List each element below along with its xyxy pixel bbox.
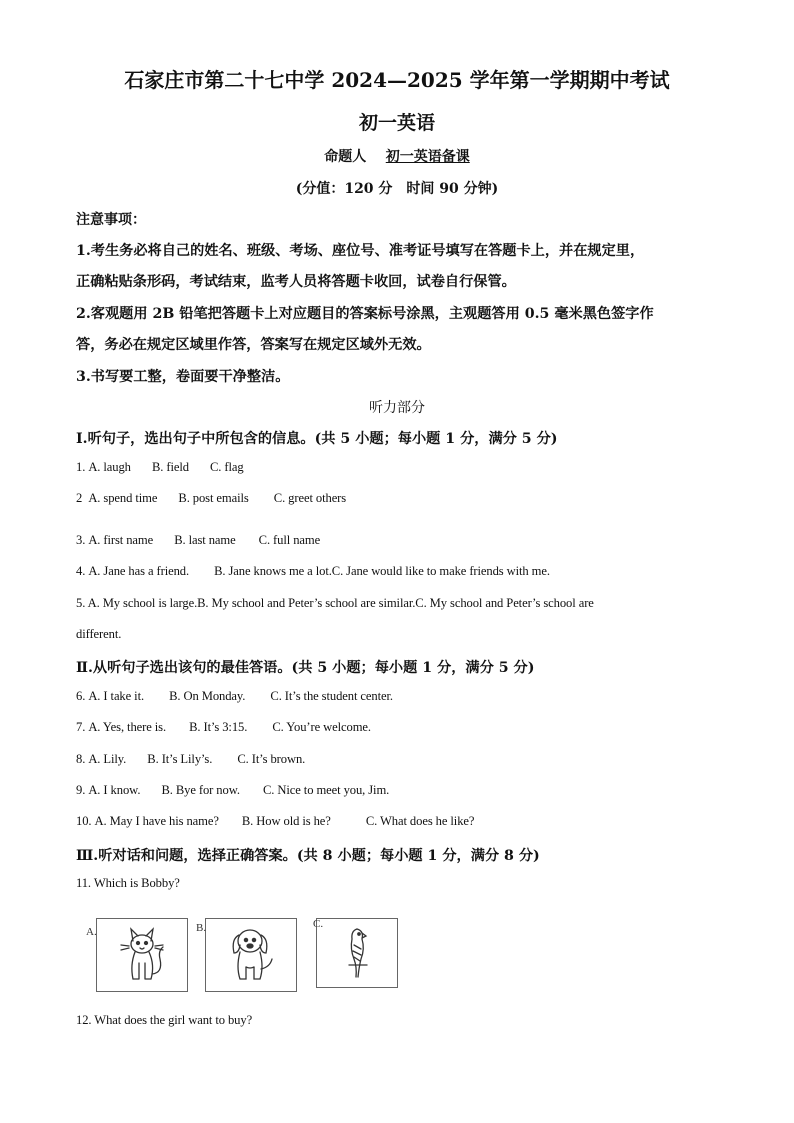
picture-option-a: [96, 918, 188, 992]
exam-title: 石家庄市第二十七中学 2024—2025 学年第一学期期中考试: [124, 68, 670, 92]
question-number: 2: [76, 491, 83, 505]
option: B. It’s 3:15.: [189, 720, 248, 734]
option: A. spend time: [88, 491, 158, 505]
picture-option-c: [316, 918, 398, 988]
section-heading: Ⅱ.从听句子选出该句的最佳答语。(共 5 小题；每小题 1 分，满分 5 分): [76, 660, 535, 676]
question-number: 12.: [76, 1013, 92, 1027]
option: B. post emails: [178, 491, 249, 505]
question-number: 11.: [76, 876, 91, 890]
option: A. laugh: [88, 460, 131, 474]
question-number: 4.: [76, 564, 86, 578]
option: B. It’s Lily’s.: [147, 752, 213, 766]
question-row: [76, 596, 594, 611]
note-line: 2.客观题用 2B 铅笔把答题卡上对应题目的答案标号涂黑，主观题答用 0.5 毫米黑色签字作: [76, 306, 654, 322]
option: A. Yes, there is.: [88, 720, 167, 734]
option: B. Bye for now.: [161, 783, 240, 797]
dog-icon: [206, 919, 296, 991]
option: B. How old is he?: [241, 814, 331, 828]
question-row: [76, 1013, 252, 1028]
note-line: 1.考生务必将自己的姓名、班级、考场、座位号、准考证号填写在答题卡上，并在规定里，: [76, 243, 645, 259]
option: C. What does he like?: [365, 814, 475, 828]
question-row: [76, 752, 305, 767]
exam-subtitle: 初一英语: [358, 112, 435, 134]
question-row: [76, 533, 320, 548]
option: A. My school is large.B. My school and Peter’s school are similar.C. My school and Peter’s school are: [87, 596, 594, 610]
note-line: 正确粘贴条形码，考试结束，监考人员将答题卡收回，试卷自行保管。: [76, 274, 516, 290]
section-heading: Ⅰ.听句子，选出句子中所包含的信息。(共 5 小题；每小题 1 分，满分 5 分): [76, 431, 558, 447]
option: A. I take it.: [88, 689, 145, 703]
question-number: 9.: [76, 783, 86, 797]
question-number: 1.: [76, 460, 86, 474]
option: B. On Monday.: [169, 689, 246, 703]
option: A. May I have his name?: [94, 814, 219, 828]
note-line: 答，务必在规定区域里作答，答案写在规定区域外无效。: [76, 337, 431, 353]
option: C. It’s brown.: [237, 752, 306, 766]
option: A. first name: [88, 533, 154, 547]
option: B. field: [151, 460, 189, 474]
question-number: 3.: [76, 533, 86, 547]
picture-option-b: [205, 918, 297, 992]
question-row: [76, 876, 180, 891]
option: C. full name: [258, 533, 321, 547]
question-number: 6.: [76, 689, 86, 703]
picture-label-b: B.: [196, 922, 207, 934]
option: A. I know.: [88, 783, 141, 797]
option: B. last name: [174, 533, 236, 547]
parrot-icon: [317, 919, 397, 987]
question-row: [76, 491, 346, 506]
author-name: 初一英语备课: [385, 149, 470, 165]
option: C. It’s the student center.: [270, 689, 393, 703]
question-row: [76, 564, 550, 579]
question-number: 10.: [76, 814, 92, 828]
cat-icon: [97, 919, 187, 991]
question-row: [76, 689, 393, 704]
question-row: [76, 783, 389, 798]
option: A. Lily.: [88, 752, 127, 766]
option: C. flag: [210, 460, 244, 474]
section-heading: Ⅲ.听对话和问题，选择正确答案。(共 8 小题；每小题 1 分，满分 8 分): [76, 848, 540, 864]
notes-heading: 注意事项：: [76, 212, 146, 228]
question-text: What does the girl want to buy?: [94, 1013, 253, 1027]
option: C. Nice to meet you, Jim.: [262, 783, 390, 797]
picture-label-c: C.: [313, 918, 324, 930]
option: B. Jane knows me a lot.C. Jane would like to make friends with me.: [214, 564, 550, 578]
option: C. greet others: [273, 491, 347, 505]
question-row: [76, 720, 371, 735]
question-row-continued: different.: [76, 627, 122, 641]
score-time: (分值：120 分 时间 90 分钟): [295, 181, 499, 197]
question-text: Which is Bobby?: [93, 876, 180, 890]
note-line: 3.书写要工整，卷面要干净整洁。: [76, 369, 290, 385]
author-line: [0, 146, 794, 166]
question-number: 7.: [76, 720, 86, 734]
question-row: [76, 460, 244, 475]
option: A. Jane has a friend.: [88, 564, 190, 578]
author-label: 命题人: [324, 149, 367, 165]
question-number: 5.: [76, 596, 86, 610]
picture-label-a: A.: [86, 926, 97, 938]
listening-heading: 听力部分: [369, 400, 425, 416]
question-row: [76, 814, 474, 829]
option: C. You’re welcome.: [272, 720, 371, 734]
question-number: 8.: [76, 752, 86, 766]
